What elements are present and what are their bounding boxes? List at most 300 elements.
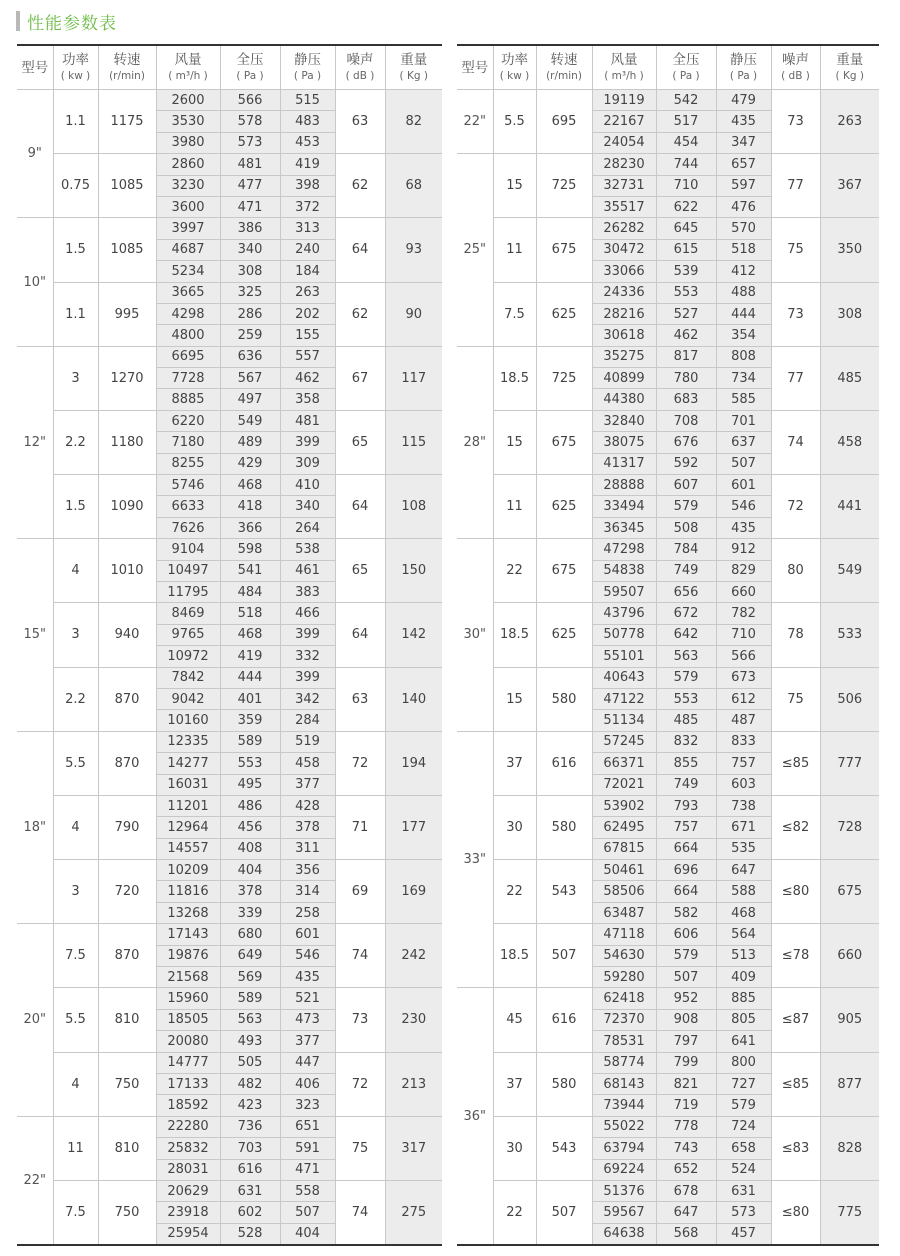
total-pressure-cell: 719: [656, 1095, 716, 1116]
weight-cell: 108: [385, 475, 442, 539]
static-pressure-cell: 487: [716, 710, 771, 731]
noise-cell: ≤87: [771, 988, 820, 1052]
airflow-cell: 35517: [592, 196, 656, 217]
noise-cell: 74: [335, 1180, 385, 1245]
total-pressure-cell: 569: [220, 967, 280, 988]
total-pressure-cell: 493: [220, 1031, 280, 1052]
speed-cell: 1085: [98, 154, 156, 218]
airflow-cell: 20629: [156, 1180, 220, 1201]
airflow-cell: 7728: [156, 368, 220, 389]
power-cell: 18.5: [493, 603, 536, 667]
static-pressure-cell: 309: [280, 453, 335, 474]
header-name: 噪声: [346, 51, 374, 68]
weight-cell: 775: [820, 1180, 879, 1245]
airflow-cell: 4687: [156, 239, 220, 260]
total-pressure-cell: 696: [656, 860, 716, 881]
noise-cell: 74: [771, 410, 820, 474]
static-pressure-cell: 410: [280, 475, 335, 496]
total-pressure-cell: 325: [220, 282, 280, 303]
airflow-cell: 63487: [592, 902, 656, 923]
airflow-cell: 6220: [156, 410, 220, 431]
speed-cell: 790: [98, 795, 156, 859]
static-pressure-cell: 372: [280, 196, 335, 217]
power-cell: 37: [493, 1052, 536, 1116]
weight-cell: 275: [385, 1180, 442, 1245]
total-pressure-cell: 778: [656, 1116, 716, 1137]
static-pressure-cell: 710: [716, 624, 771, 645]
static-pressure-cell: 601: [280, 924, 335, 945]
airflow-cell: 20080: [156, 1031, 220, 1052]
performance-table-left: [17, 44, 442, 1246]
static-pressure-cell: 457: [716, 1223, 771, 1245]
power-cell: 3: [53, 346, 98, 410]
static-pressure-cell: 406: [280, 1073, 335, 1094]
static-pressure-cell: 585: [716, 389, 771, 410]
airflow-cell: 41317: [592, 453, 656, 474]
total-pressure-cell: 676: [656, 432, 716, 453]
airflow-cell: 17133: [156, 1073, 220, 1094]
speed-cell: 750: [98, 1180, 156, 1245]
speed-cell: 616: [536, 988, 592, 1052]
model-cell: 20": [17, 924, 53, 1117]
power-cell: 15: [493, 410, 536, 474]
static-pressure-cell: 557: [280, 346, 335, 367]
power-cell: 45: [493, 988, 536, 1052]
left-table-container: [17, 44, 442, 1246]
power-cell: 7.5: [53, 924, 98, 988]
power-cell: 4: [53, 795, 98, 859]
airflow-cell: 22167: [592, 111, 656, 132]
power-cell: 2.2: [53, 410, 98, 474]
noise-cell: 64: [335, 475, 385, 539]
static-pressure-cell: 347: [716, 132, 771, 153]
total-pressure-cell: 579: [656, 945, 716, 966]
total-pressure-cell: 817: [656, 346, 716, 367]
speed-cell: 625: [536, 603, 592, 667]
header-name: 静压: [730, 51, 757, 68]
airflow-cell: 36345: [592, 517, 656, 538]
weight-cell: 150: [385, 539, 442, 603]
airflow-cell: 3600: [156, 196, 220, 217]
header-name: 全压: [672, 51, 700, 68]
weight-cell: 728: [820, 795, 879, 859]
table-row: [457, 475, 879, 496]
total-pressure-cell: 703: [220, 1138, 280, 1159]
model-cell: 36": [457, 988, 493, 1245]
static-pressure-cell: 419: [280, 154, 335, 175]
static-pressure-cell: 435: [280, 967, 335, 988]
static-pressure-cell: 340: [280, 496, 335, 517]
model-cell: 18": [17, 731, 53, 924]
total-pressure-cell: 495: [220, 774, 280, 795]
airflow-cell: 11201: [156, 795, 220, 816]
airflow-cell: 53902: [592, 795, 656, 816]
header-unit: ( Pa ): [672, 69, 700, 82]
airflow-cell: 23918: [156, 1202, 220, 1223]
header-unit: ( Pa ): [293, 69, 322, 82]
airflow-cell: 9765: [156, 624, 220, 645]
speed-cell: 1175: [98, 90, 156, 154]
airflow-cell: 14777: [156, 1052, 220, 1073]
airflow-cell: 72370: [592, 1009, 656, 1030]
static-pressure-cell: 399: [280, 432, 335, 453]
static-pressure-cell: 782: [716, 603, 771, 624]
total-pressure-cell: 582: [656, 902, 716, 923]
speed-cell: 870: [98, 731, 156, 795]
total-pressure-cell: 259: [220, 325, 280, 346]
static-pressure-cell: 518: [716, 239, 771, 260]
airflow-cell: 47118: [592, 924, 656, 945]
power-cell: 1.5: [53, 218, 98, 282]
power-cell: 4: [53, 539, 98, 603]
total-pressure-cell: 573: [220, 132, 280, 153]
airflow-cell: 14557: [156, 838, 220, 859]
airflow-cell: 72021: [592, 774, 656, 795]
airflow-cell: 28216: [592, 303, 656, 324]
total-pressure-cell: 821: [656, 1073, 716, 1094]
airflow-cell: 43796: [592, 603, 656, 624]
speed-cell: 580: [536, 1052, 592, 1116]
airflow-cell: 67815: [592, 838, 656, 859]
speed-cell: 810: [98, 1116, 156, 1180]
header-cell: [493, 45, 536, 90]
power-cell: 7.5: [493, 282, 536, 346]
airflow-cell: 10209: [156, 860, 220, 881]
static-pressure-cell: 284: [280, 710, 335, 731]
total-pressure-cell: 468: [220, 475, 280, 496]
airflow-cell: 5746: [156, 475, 220, 496]
total-pressure-cell: 539: [656, 261, 716, 282]
total-pressure-cell: 636: [220, 346, 280, 367]
static-pressure-cell: 377: [280, 1031, 335, 1052]
static-pressure-cell: 591: [280, 1138, 335, 1159]
power-cell: 37: [493, 731, 536, 795]
header-cell: [457, 45, 493, 90]
airflow-cell: 8469: [156, 603, 220, 624]
header-row: [457, 45, 879, 90]
total-pressure-cell: 481: [220, 154, 280, 175]
static-pressure-cell: 240: [280, 239, 335, 260]
total-pressure-cell: 749: [656, 560, 716, 581]
static-pressure-cell: 383: [280, 581, 335, 602]
header-unit: ( kw ): [499, 69, 530, 82]
total-pressure-cell: 793: [656, 795, 716, 816]
static-pressure-cell: 601: [716, 475, 771, 496]
static-pressure-cell: 313: [280, 218, 335, 239]
airflow-cell: 11816: [156, 881, 220, 902]
title-marker: [16, 11, 20, 31]
airflow-cell: 54630: [592, 945, 656, 966]
static-pressure-cell: 673: [716, 667, 771, 688]
model-cell: 10": [17, 218, 53, 346]
total-pressure-cell: 477: [220, 175, 280, 196]
static-pressure-cell: 314: [280, 881, 335, 902]
weight-cell: 549: [820, 539, 879, 603]
total-pressure-cell: 484: [220, 581, 280, 602]
header-cell: [771, 45, 820, 90]
total-pressure-cell: 664: [656, 881, 716, 902]
total-pressure-cell: 286: [220, 303, 280, 324]
table-row: [457, 90, 879, 111]
speed-cell: 720: [98, 860, 156, 924]
static-pressure-cell: 473: [280, 1009, 335, 1030]
speed-cell: 507: [536, 924, 592, 988]
static-pressure-cell: 358: [280, 389, 335, 410]
power-cell: 2.2: [53, 667, 98, 731]
header-unit: ( m³/h ): [604, 69, 644, 82]
airflow-cell: 63794: [592, 1138, 656, 1159]
weight-cell: 367: [820, 154, 879, 218]
total-pressure-cell: 589: [220, 731, 280, 752]
static-pressure-cell: 738: [716, 795, 771, 816]
weight-cell: 169: [385, 860, 442, 924]
performance-table-right: [457, 44, 879, 1246]
airflow-cell: 10160: [156, 710, 220, 731]
noise-cell: 75: [771, 218, 820, 282]
total-pressure-cell: 598: [220, 539, 280, 560]
speed-cell: 543: [536, 1116, 592, 1180]
total-pressure-cell: 456: [220, 817, 280, 838]
airflow-cell: 16031: [156, 774, 220, 795]
total-pressure-cell: 855: [656, 753, 716, 774]
static-pressure-cell: 641: [716, 1031, 771, 1052]
static-pressure-cell: 558: [280, 1180, 335, 1201]
power-cell: 5.5: [493, 90, 536, 154]
airflow-cell: 69224: [592, 1159, 656, 1180]
header-unit: ( kw ): [60, 69, 91, 82]
static-pressure-cell: 258: [280, 902, 335, 923]
weight-cell: 230: [385, 988, 442, 1052]
noise-cell: 65: [335, 539, 385, 603]
total-pressure-cell: 378: [220, 881, 280, 902]
total-pressure-cell: 678: [656, 1180, 716, 1201]
header-cell: [280, 45, 335, 90]
total-pressure-cell: 567: [220, 368, 280, 389]
total-pressure-cell: 563: [656, 646, 716, 667]
noise-cell: 77: [771, 154, 820, 218]
static-pressure-cell: 447: [280, 1052, 335, 1073]
noise-cell: 77: [771, 346, 820, 410]
header-name: 重量: [400, 51, 428, 68]
static-pressure-cell: 546: [716, 496, 771, 517]
speed-cell: 507: [536, 1180, 592, 1245]
speed-cell: 625: [536, 475, 592, 539]
weight-cell: 533: [820, 603, 879, 667]
airflow-cell: 3997: [156, 218, 220, 239]
header-unit: ( dB ): [345, 69, 375, 82]
noise-cell: 73: [771, 282, 820, 346]
header-cell: [820, 45, 879, 90]
airflow-cell: 38075: [592, 432, 656, 453]
total-pressure-cell: 616: [220, 1159, 280, 1180]
airflow-cell: 8255: [156, 453, 220, 474]
total-pressure-cell: 505: [220, 1052, 280, 1073]
static-pressure-cell: 808: [716, 346, 771, 367]
table-row: [17, 90, 442, 111]
static-pressure-cell: 637: [716, 432, 771, 453]
airflow-cell: 64638: [592, 1223, 656, 1245]
static-pressure-cell: 263: [280, 282, 335, 303]
total-pressure-cell: 647: [656, 1202, 716, 1223]
total-pressure-cell: 579: [656, 667, 716, 688]
airflow-cell: 47122: [592, 688, 656, 709]
noise-cell: ≤85: [771, 731, 820, 795]
header-cell: [716, 45, 771, 90]
airflow-cell: 44380: [592, 389, 656, 410]
airflow-cell: 30472: [592, 239, 656, 260]
model-cell: 9": [17, 90, 53, 218]
static-pressure-cell: 757: [716, 753, 771, 774]
table-row: [457, 1116, 879, 1137]
static-pressure-cell: 724: [716, 1116, 771, 1137]
weight-cell: 675: [820, 860, 879, 924]
weight-cell: 905: [820, 988, 879, 1052]
static-pressure-cell: 658: [716, 1138, 771, 1159]
airflow-cell: 51376: [592, 1180, 656, 1201]
header-unit: ( Pa ): [236, 69, 264, 82]
static-pressure-cell: 404: [280, 1223, 335, 1245]
noise-cell: 64: [335, 218, 385, 282]
header-unit: (r/min): [546, 69, 582, 82]
static-pressure-cell: 524: [716, 1159, 771, 1180]
airflow-cell: 24336: [592, 282, 656, 303]
model-cell: 30": [457, 539, 493, 732]
power-cell: 7.5: [53, 1180, 98, 1245]
total-pressure-cell: 615: [656, 239, 716, 260]
power-cell: 4: [53, 1052, 98, 1116]
header-cell: [592, 45, 656, 90]
total-pressure-cell: 642: [656, 624, 716, 645]
static-pressure-cell: 647: [716, 860, 771, 881]
model-cell: 15": [17, 539, 53, 732]
total-pressure-cell: 468: [220, 624, 280, 645]
header-name: 噪声: [782, 51, 809, 68]
power-cell: 18.5: [493, 924, 536, 988]
static-pressure-cell: 483: [280, 111, 335, 132]
total-pressure-cell: 710: [656, 175, 716, 196]
power-cell: 3: [53, 860, 98, 924]
airflow-cell: 32840: [592, 410, 656, 431]
header-name: 重量: [836, 51, 864, 68]
total-pressure-cell: 542: [656, 90, 716, 111]
total-pressure-cell: 680: [220, 924, 280, 945]
power-cell: 5.5: [53, 988, 98, 1052]
header-name: 型号: [461, 59, 489, 76]
airflow-cell: 6633: [156, 496, 220, 517]
header-name: 转速: [550, 51, 578, 68]
weight-cell: 90: [385, 282, 442, 346]
airflow-cell: 66371: [592, 753, 656, 774]
table-row: [457, 731, 879, 752]
table-row: [17, 924, 442, 945]
static-pressure-cell: 885: [716, 988, 771, 1009]
noise-cell: 71: [335, 795, 385, 859]
static-pressure-cell: 912: [716, 539, 771, 560]
static-pressure-cell: 660: [716, 581, 771, 602]
header-unit: (r/min): [109, 69, 145, 82]
airflow-cell: 51134: [592, 710, 656, 731]
header-cell: [220, 45, 280, 90]
table-row: [457, 346, 879, 367]
static-pressure-cell: 570: [716, 218, 771, 239]
noise-cell: 74: [335, 924, 385, 988]
noise-cell: ≤80: [771, 860, 820, 924]
static-pressure-cell: 734: [716, 368, 771, 389]
total-pressure-cell: 952: [656, 988, 716, 1009]
airflow-cell: 62495: [592, 817, 656, 838]
weight-cell: 68: [385, 154, 442, 218]
total-pressure-cell: 541: [220, 560, 280, 581]
model-cell: 25": [457, 154, 493, 347]
header-name: 型号: [21, 59, 49, 76]
total-pressure-cell: 418: [220, 496, 280, 517]
power-cell: 1.1: [53, 282, 98, 346]
airflow-cell: 2860: [156, 154, 220, 175]
weight-cell: 242: [385, 924, 442, 988]
table-row: [17, 988, 442, 1009]
airflow-cell: 35275: [592, 346, 656, 367]
static-pressure-cell: 513: [716, 945, 771, 966]
table-row: [457, 667, 879, 688]
noise-cell: 69: [335, 860, 385, 924]
noise-cell: 62: [335, 154, 385, 218]
header-cell: [98, 45, 156, 90]
speed-cell: 870: [98, 924, 156, 988]
static-pressure-cell: 342: [280, 688, 335, 709]
airflow-cell: 25832: [156, 1138, 220, 1159]
total-pressure-cell: 454: [656, 132, 716, 153]
speed-cell: 940: [98, 603, 156, 667]
static-pressure-cell: 800: [716, 1052, 771, 1073]
header-cell: [536, 45, 592, 90]
power-cell: 5.5: [53, 731, 98, 795]
airflow-cell: 32731: [592, 175, 656, 196]
model-cell: 12": [17, 346, 53, 539]
airflow-cell: 5234: [156, 261, 220, 282]
static-pressure-cell: 671: [716, 817, 771, 838]
speed-cell: 543: [536, 860, 592, 924]
table-header: [17, 45, 442, 90]
airflow-cell: 30618: [592, 325, 656, 346]
header-name: 功率: [62, 51, 89, 68]
static-pressure-cell: 657: [716, 154, 771, 175]
total-pressure-cell: 743: [656, 1138, 716, 1159]
weight-cell: 660: [820, 924, 879, 988]
airflow-cell: 10497: [156, 560, 220, 581]
airflow-cell: 3665: [156, 282, 220, 303]
model-cell: 33": [457, 731, 493, 988]
noise-cell: 62: [335, 282, 385, 346]
power-cell: 22: [493, 539, 536, 603]
airflow-cell: 47298: [592, 539, 656, 560]
static-pressure-cell: 588: [716, 881, 771, 902]
weight-cell: 777: [820, 731, 879, 795]
airflow-cell: 4298: [156, 303, 220, 324]
static-pressure-cell: 515: [280, 90, 335, 111]
static-pressure-cell: 461: [280, 560, 335, 581]
total-pressure-cell: 749: [656, 774, 716, 795]
power-cell: 15: [493, 154, 536, 218]
header-cell: [656, 45, 716, 90]
power-cell: 18.5: [493, 346, 536, 410]
static-pressure-cell: 519: [280, 731, 335, 752]
speed-cell: 580: [536, 667, 592, 731]
total-pressure-cell: 423: [220, 1095, 280, 1116]
airflow-cell: 11795: [156, 581, 220, 602]
total-pressure-cell: 408: [220, 838, 280, 859]
total-pressure-cell: 579: [656, 496, 716, 517]
static-pressure-cell: 481: [280, 410, 335, 431]
